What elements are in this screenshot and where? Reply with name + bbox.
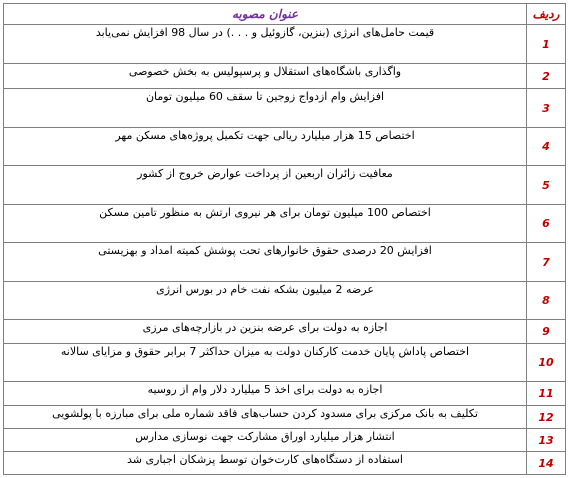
table-row <box>4 320 566 344</box>
row-title: انتشار هزار میلیارد اوراق مشارکت جهت نوسازی مدارس <box>4 429 527 452</box>
table-row <box>4 344 566 382</box>
table-row <box>4 205 566 243</box>
row-title: استفاده از دستگاه‌های کارت‌خوان توسط پزشکان اجباری شد <box>4 452 527 475</box>
header-title: عنوان مصوبه <box>4 4 527 25</box>
row-number: 11 <box>527 382 566 406</box>
row-title: عرضه 2 میلیون بشکه نفت خام در بورس انرژی <box>4 282 527 320</box>
row-number: 12 <box>527 406 566 429</box>
table-row <box>4 64 566 89</box>
row-number: 9 <box>527 320 566 344</box>
row-title: افزایش وام ازدواج زوجین تا سقف 60 میلیون تومان <box>4 89 527 128</box>
row-title: اختصاص 15 هزار میلیارد ریالی جهت تکمیل پروژه‌های مسکن مهر <box>4 128 527 166</box>
row-number: 13 <box>527 429 566 452</box>
table-row <box>4 166 566 205</box>
table-row <box>4 382 566 406</box>
table-body <box>4 25 566 475</box>
row-number: 2 <box>527 64 566 89</box>
row-title: اختصاص پاداش پایان خدمت کارکنان دولت به میزان حداکثر 7 برابر حقوق و مزایای سالانه <box>4 344 527 382</box>
table-row <box>4 128 566 166</box>
row-number: 8 <box>527 282 566 320</box>
table-row <box>4 429 566 452</box>
row-number: 1 <box>527 25 566 64</box>
row-title: اجازه به دولت برای اخذ 5 میلیارد دلار وام از روسیه <box>4 382 527 406</box>
table-row <box>4 25 566 64</box>
row-title: اختصاص 100 میلیون تومان برای هر نیروی ارتش به منظور تامین مسکن <box>4 205 527 243</box>
table-row <box>4 243 566 282</box>
row-number: 5 <box>527 166 566 205</box>
resolutions-table <box>3 3 566 475</box>
row-title: اجازه به دولت برای عرضه بنزین در بازارچه‌های مرزی <box>4 320 527 344</box>
row-title: واگذاری باشگاه‌های استقلال و پرسپولیس به بخش خصوصی <box>4 64 527 89</box>
row-number: 3 <box>527 89 566 128</box>
row-number: 10 <box>527 344 566 382</box>
header-number: ردیف <box>527 4 566 25</box>
row-number: 7 <box>527 243 566 282</box>
table-row <box>4 406 566 429</box>
row-title: افزایش 20 درصدی حقوق خانوارهای تحت پوشش کمیته امداد و بهزیستی <box>4 243 527 282</box>
row-title: معافیت زائران اربعین از پرداخت عوارض خروج از کشور <box>4 166 527 205</box>
header-row <box>4 4 566 25</box>
table-row <box>4 89 566 128</box>
row-number: 6 <box>527 205 566 243</box>
row-number: 14 <box>527 452 566 475</box>
row-number: 4 <box>527 128 566 166</box>
table-row <box>4 282 566 320</box>
table-row <box>4 452 566 475</box>
table-header <box>4 4 566 25</box>
row-title: قیمت حامل‌های انرژی (بنزین، گازوئیل و . . .) در سال 98 افزایش نمی‌یابد <box>4 25 527 64</box>
row-title: تکلیف به بانک مرکزی برای مسدود کردن حساب‌های فاقد شماره ملی برای مبارزه با پولشویی <box>4 406 527 429</box>
